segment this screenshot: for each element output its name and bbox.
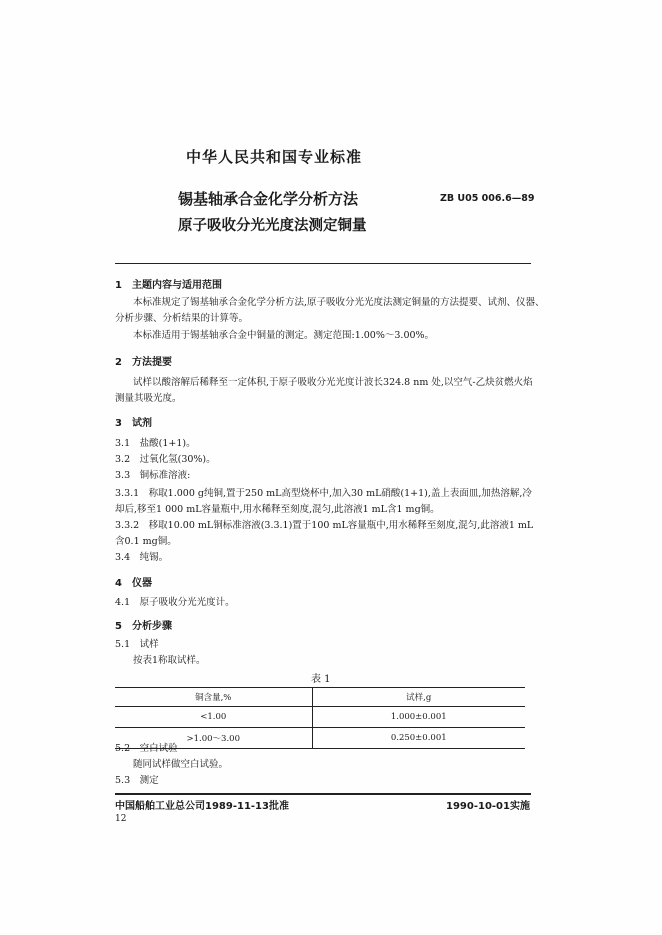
section-2-line-2: 测量其吸光度。 bbox=[115, 393, 182, 404]
cell-sample-mass: 0.250±0.001 bbox=[390, 733, 447, 743]
section-2-line-1: 试样以酸溶解后稀释至一定体积,于原子吸收分光光度计波长324.8 nm 处,以空气-乙炔贫燃火焰 bbox=[133, 377, 533, 388]
item-5-1-text: 按表1称取试样。 bbox=[133, 655, 206, 666]
item-5-1: 5.1 试样 bbox=[115, 639, 159, 650]
footer-rule bbox=[115, 793, 531, 795]
item-5-3: 5.3 测定 bbox=[115, 775, 159, 786]
table-header-row bbox=[115, 688, 525, 707]
section-1-para-2: 本标准适用于锡基轴承合金中铜量的测定。测定范围:1.00%～3.00%。 bbox=[133, 330, 435, 341]
section-2-heading: 2 方法提要 bbox=[115, 357, 172, 368]
table-row bbox=[115, 707, 525, 728]
header-rule bbox=[115, 263, 531, 264]
item-3-4: 3.4 纯锡。 bbox=[115, 552, 169, 563]
item-3-3-1-line-2: 却后,移至1 000 mL容量瓶中,用水稀释至刻度,混匀,此溶液1 mL含1 mg铜。 bbox=[115, 504, 440, 515]
standard-code: ZB U05 006.6—89 bbox=[440, 193, 535, 204]
item-3-2: 3.2 过氧化氢(30%)。 bbox=[115, 454, 216, 465]
section-1-heading: 1 主题内容与适用范围 bbox=[115, 280, 222, 291]
section-1-para-1-line-2: 分析步骤、分析结果的计算等。 bbox=[115, 313, 249, 324]
standard-org: 中华人民共和国专业标准 bbox=[186, 148, 363, 166]
sample-mass-table bbox=[115, 687, 525, 749]
item-3-3-2-line-2: 含0.1 mg铜。 bbox=[115, 536, 177, 547]
implementation-date: 1990-10-01实施 bbox=[446, 801, 530, 812]
section-3-heading: 3 试剂 bbox=[115, 418, 152, 429]
item-3-3-2-line-1: 3.3.2 移取10.00 mL铜标准溶液(3.3.1)置于100 mL容量瓶中,用水稀释至刻度,混匀,此溶液1 mL bbox=[115, 520, 534, 531]
section-1-para-1-line-1: 本标准规定了锡基轴承合金化学分析方法,原子吸收分光光度法测定铜量的方法提要、试剂、仪器、 bbox=[133, 297, 545, 308]
col-sample-mass-header: 试样,g bbox=[406, 693, 432, 703]
title-line-2: 原子吸收分光光度法测定铜量 bbox=[178, 218, 367, 234]
col-copper-content-header: 铜含量,% bbox=[115, 688, 312, 707]
item-3-1: 3.1 盐酸(1+1)。 bbox=[115, 438, 196, 449]
table-caption: 表 1 bbox=[311, 674, 331, 685]
item-5-2-text: 随同试样做空白试验。 bbox=[133, 759, 229, 770]
approval-info: 中国船舶工业总公司1989-11-13批准 bbox=[115, 801, 289, 812]
title-line-1: 锡基轴承合金化学分析方法 bbox=[178, 190, 359, 208]
item-4-1: 4.1 原子吸收分光光度计。 bbox=[115, 597, 235, 608]
item-3-3: 3.3 铜标准溶液: bbox=[115, 470, 191, 481]
item-3-3-1-line-1: 3.3.1 称取1.000 g纯铜,置于250 mL高型烧杯中,加入30 mL硝酸(1+1),盖上表面皿,加热溶解,冷 bbox=[115, 488, 532, 499]
cell-copper-content: >1.00～3.00 bbox=[115, 728, 312, 749]
cell-sample-mass: 1.000±0.001 bbox=[390, 712, 447, 722]
page-number: 12 bbox=[115, 814, 127, 824]
section-5-heading: 5 分析步骤 bbox=[115, 621, 172, 632]
section-4-heading: 4 仪器 bbox=[115, 578, 152, 589]
item-5-2: 5.2 空白试验 bbox=[115, 743, 178, 754]
cell-copper-content: <1.00 bbox=[115, 707, 312, 728]
